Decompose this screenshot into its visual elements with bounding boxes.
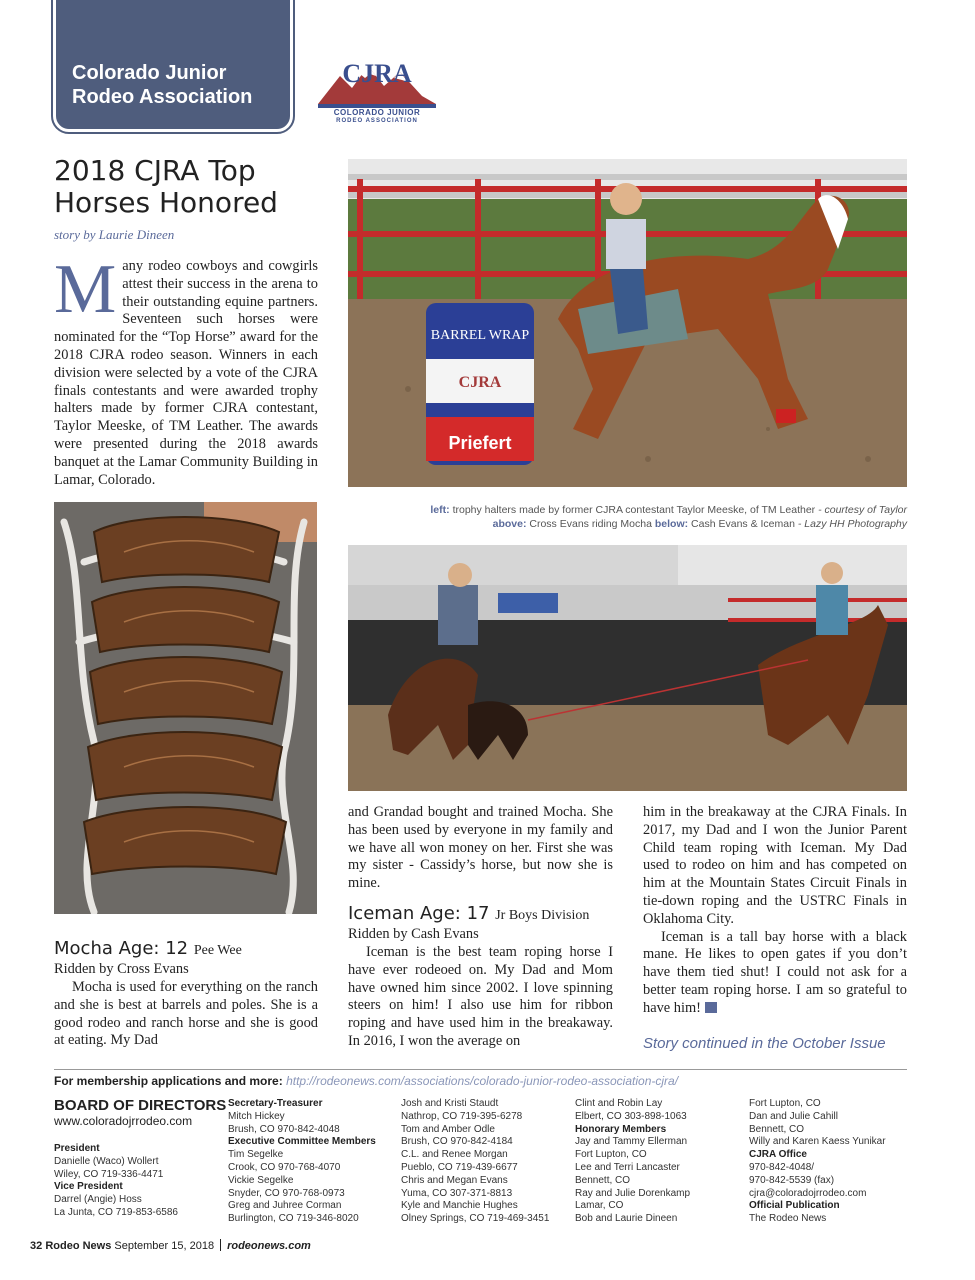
article-byline: story by Laurie Dineen: [54, 227, 175, 242]
mocha-paragraph-1: Mocha is used for everything on the ranch and she is best at barrels and poles. She is a good rodeo and ranch horse and she is good at eating. My Dad: [54, 979, 318, 1049]
board-entry: Willy and Karen Kaess Yunikar: [749, 1136, 886, 1148]
page-number: 32: [30, 1240, 43, 1252]
logo-line1: COLORADO JUNIOR: [333, 108, 421, 117]
board-entry: Mitch Hickey: [228, 1110, 285, 1122]
banner-title: Colorado Junior Rodeo Association: [72, 62, 253, 108]
board-entry: Fort Lupton, CO: [575, 1149, 647, 1161]
photo-team-roping: [348, 545, 907, 791]
publication-name: Rodeo News: [45, 1240, 112, 1252]
board-entry: Lee and Terri Lancaster: [575, 1161, 680, 1173]
drop-cap: M: [54, 251, 117, 328]
board-website[interactable]: www.coloradojrrodeo.com: [54, 1114, 193, 1128]
photo-barrel-racing: [348, 159, 907, 487]
section-divider: [54, 1069, 907, 1070]
board-entry: Dan and Julie Cahill: [749, 1110, 838, 1122]
footer-website[interactable]: rodeonews.com: [227, 1240, 311, 1252]
issue-date: September 15, 2018: [114, 1240, 215, 1252]
board-entry: Pueblo, CO 719-439-6677: [401, 1161, 518, 1173]
iceman-paragraph-1: Iceman is the best team roping horse I have ever rodeoed on. My Dad and Mom have owned him since 2002. I love spinning steers on him! I also use him for ribbon roping and have used him in the breakaway. In 2016, I won the average on: [348, 944, 613, 1049]
mocha-rider: Ridden by Cross Evans: [54, 961, 189, 977]
board-entry: Elbert, CO 303-898-1063: [575, 1110, 687, 1122]
intro-text: any rodeo cowboys and cowgirls attest their success in the arena to their outstanding equine partners. Seventeen such horses were nominated for the “Top Horse” award for the 2018 CJRA rodeo season. Winners in each division were selected by a vote of the CJRA finals contestants and were awarded trophy halters made by former CJRA contestant, Taylor Meeske, of TM Leather. The awards were presented during the 2018 awards banquet at the Lamar Community Building in Lamar, Colorado.: [54, 258, 318, 488]
board-column-5: [749, 1098, 907, 1226]
board-entry: Danielle (Waco) Wollert: [54, 1155, 159, 1167]
board-heading: Executive Committee Members: [228, 1136, 376, 1148]
board-column-2: [228, 1098, 393, 1226]
board-entry: Burlington, CO 719-346-8020: [228, 1213, 359, 1225]
membership-label: For membership applications and more:: [54, 1074, 283, 1088]
board-entry: Brush, CO 970-842-4184: [401, 1136, 513, 1148]
mocha-paragraph-2: and Grandad bought and trained Mocha. She has been used by everyone in my family and we have all won money on her. First she was my sister - Cassidy’s horse, but now she is mine.: [348, 804, 613, 892]
board-column-1: [54, 1143, 214, 1220]
logo-letters: CJRA: [342, 59, 412, 88]
board-entry: Josh and Kristi Staudt: [401, 1098, 499, 1109]
board-entry: Wiley, CO 719-336-4471: [54, 1168, 164, 1180]
membership-line: [54, 1074, 678, 1088]
board-entry: Brush, CO 970-842-4048: [228, 1123, 340, 1135]
caption-above-label: above:: [492, 518, 527, 530]
board-heading: Secretary-Treasurer: [228, 1098, 323, 1109]
board-entry: Greg and Juhree Corman: [228, 1200, 342, 1212]
iceman-body-col2: [348, 944, 613, 1051]
end-mark-icon: [705, 1002, 717, 1013]
photo-caption: [348, 503, 907, 531]
iceman-heading: [348, 903, 589, 924]
board-entry: Clint and Robin Lay: [575, 1098, 663, 1109]
board-entry: Jay and Tammy Ellerman: [575, 1136, 688, 1148]
board-heading: Official Publication: [749, 1200, 840, 1212]
iceman-paragraph-3: [643, 929, 907, 1018]
board-entry: Darrel (Angie) Hoss: [54, 1194, 142, 1206]
barrel-brand-text: BARREL WRAP: [430, 328, 530, 343]
iceman-division: Jr Boys Division: [495, 908, 590, 923]
board-entry: La Junta, CO 719-853-6586: [54, 1206, 178, 1218]
iceman-paragraph-2: him in the breakaway at the CJRA Finals. In 2017, my Dad and I won the Junior Parent Child team roping with Iceman. My Dad used to rodeo on him and has competed on him at the Mountain States Circuit Finals in tie-down roping and the USTRC Finals in Oklahoma City.: [643, 804, 907, 927]
caption-below-label: below:: [654, 518, 689, 530]
board-entry: Ray and Julie Dorenkamp: [575, 1187, 691, 1199]
board-heading: Honorary Members: [575, 1123, 667, 1135]
board-title: BOARD OF DIRECTORS: [54, 1097, 227, 1114]
logo-caption: [318, 108, 436, 126]
board-entry: Tom and Amber Odle: [401, 1123, 495, 1135]
caption-below-credit: - Lazy HH Photography: [797, 518, 907, 530]
membership-link[interactable]: http://rodeonews.com/associations/colorado-junior-rodeo-association-cjra/: [286, 1074, 679, 1088]
board-entry: Snyder, CO 970-768-0973: [228, 1187, 345, 1199]
story-continued-note: Story continued in the October Issue: [643, 1035, 886, 1052]
board-entry: Tim Segelke: [228, 1149, 284, 1161]
barrel-logo-text: CJRA: [458, 374, 502, 391]
board-entry: Vickie Segelke: [228, 1174, 294, 1186]
association-banner: [53, 0, 293, 132]
board-heading: Vice President: [54, 1181, 123, 1193]
board-entry: Lamar, CO: [575, 1200, 624, 1212]
iceman-paragraph-3-text: Iceman is a tall bay horse with a black mane. He likes to open gates if you don’t have them tied shut! I could not ask for a better team roping horse. I am so grateful to have him!: [643, 928, 907, 1016]
caption-line2: [348, 517, 907, 531]
mocha-division: Pee Wee: [193, 943, 242, 958]
board-heading: President: [54, 1143, 100, 1154]
board-entry: Bob and Laurie Dineen: [575, 1213, 678, 1225]
board-entry: Olney Springs, CO 719-469-3451: [401, 1213, 550, 1225]
board-entry: Kyle and Manchie Hughes: [401, 1200, 518, 1212]
caption-left-credit: - courtesy of Taylor: [818, 504, 907, 516]
board-entry: Crook, CO 970-768-4070: [228, 1161, 341, 1173]
barrel-sponsor-text: Priefert: [448, 433, 512, 453]
footer-separator: [220, 1239, 221, 1251]
board-entry: Bennett, CO: [749, 1123, 805, 1135]
caption-above-text: Cross Evans riding Mocha: [529, 518, 652, 530]
caption-left-label: left:: [430, 504, 450, 516]
article-headline: 2018 CJRA Top Horses Honored: [54, 154, 278, 219]
caption-below-text: Cash Evans & Iceman: [691, 518, 795, 530]
mocha-heading: [54, 938, 242, 959]
board-entry: C.L. and Renee Morgan: [401, 1149, 508, 1161]
photo-trophy-halters: [54, 502, 317, 914]
article-intro: [54, 251, 318, 489]
board-column-3: [401, 1098, 566, 1226]
board-heading: CJRA Office: [749, 1149, 807, 1161]
logo-line2: RODEO ASSOCIATION: [336, 118, 418, 124]
mocha-body-col2: [348, 804, 613, 893]
board-entry: Nathrop, CO 719-395-6278: [401, 1110, 523, 1122]
board-entry: 970-842-5539 (fax): [749, 1174, 835, 1186]
mocha-name: Mocha Age: 12: [54, 938, 189, 959]
caption-line1: [348, 503, 907, 517]
board-entry: The Rodeo News: [749, 1213, 827, 1225]
board-entry: Chris and Megan Evans: [401, 1174, 508, 1186]
board-column-4: [575, 1098, 740, 1226]
board-entry: cjra@coloradojrrodeo.com: [749, 1187, 867, 1199]
board-entry: Bennett, CO: [575, 1174, 631, 1186]
iceman-body-col3: [643, 804, 907, 1018]
iceman-rider: Ridden by Cash Evans: [348, 926, 479, 942]
page-footer: [30, 1239, 311, 1252]
iceman-name: Iceman Age: 17: [348, 903, 490, 924]
board-entry: Yuma, CO 307-371-8813: [401, 1187, 513, 1199]
mocha-body-col1: [54, 979, 318, 1050]
caption-left-text: trophy halters made by former CJRA contestant Taylor Meeske, of TM Leather: [452, 504, 816, 516]
board-entry: Fort Lupton, CO: [749, 1098, 821, 1109]
board-entry: 970-842-4048/: [749, 1161, 815, 1173]
